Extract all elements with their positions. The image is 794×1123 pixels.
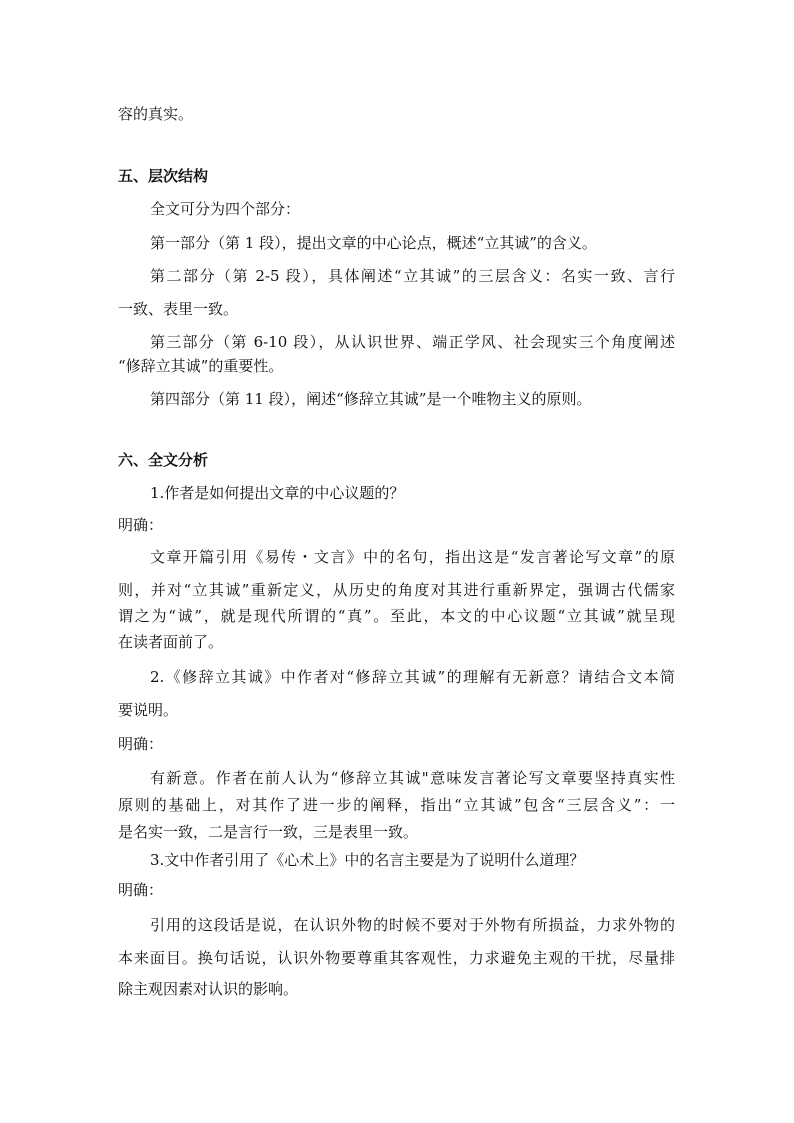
answer-1-line-2: 则，并对“立其诚”重新定义，从历史的角度对其进行重新界定，强调古代儒家 <box>118 581 675 599</box>
answer-2-line-3: 是名实一致，二是言行一致，三是表里一致。 <box>118 823 419 841</box>
structure-part-2-line-2: 一致、表里一致。 <box>118 300 239 318</box>
section-heading-structure: 五、层次结构 <box>118 167 209 185</box>
paragraph-continuation: 容的真实。 <box>118 105 194 123</box>
question-2-line-1: 2.《修辞立其诚》中作者对“修辞立其诚”的理解有无新意？请结合文本简 <box>150 668 675 686</box>
answer-1-line-4: 在读者面前了。 <box>118 633 224 651</box>
question-1: 1.作者是如何提出文章的中心议题的？ <box>150 484 405 502</box>
answer-2-line-1: 有新意。作者在前人认为“修辞立其诚"意味发言著论写文章要坚持真实性 <box>150 769 675 787</box>
answer-2-line-2: 原则的基础上，对其作了进一步的阐释，指出“立其诚”包含“三层含义”：一 <box>118 796 675 814</box>
structure-part-3-line-1: 第三部分（第 6-10 段），从认识世界、端正学风、社会现实三个角度阐述 <box>150 333 675 351</box>
section-heading-analysis: 六、全文分析 <box>118 451 209 469</box>
answer-1-line-3: 谓之为“诚”，就是现代所谓的“真”。至此，本文的中心议题“立其诚”就呈现 <box>118 607 675 625</box>
answer-label-2: 明确： <box>118 735 164 753</box>
structure-part-3-line-2: “修辞立其诚”的重要性。 <box>118 357 284 375</box>
answer-3-line-1: 引用的这段话是说，在认识外物的时候不要对于外物有所损益，力求外物的 <box>150 916 675 934</box>
question-3: 3.文中作者引用了《心术上》中的名言主要是为了说明什么道理？ <box>150 851 585 869</box>
answer-label-1: 明确： <box>118 516 164 534</box>
answer-3-line-3: 除主观因素对认识的影响。 <box>118 980 299 998</box>
question-2-line-2: 要说明。 <box>118 701 179 719</box>
structure-part-2-line-1: 第二部分（第 2-5 段），具体阐述“立其诚”的三层含义：名实一致、言行 <box>150 267 675 285</box>
answer-3-line-2: 本来面目。换句话说，认识外物要尊重其客观性，力求避免主观的干扰，尽量排 <box>118 949 675 967</box>
answer-label-3: 明确： <box>118 881 164 899</box>
structure-intro: 全文可分为四个部分： <box>150 200 301 218</box>
structure-part-1: 第一部分（第 1 段），提出文章的中心论点，概述“立其诚”的含义。 <box>150 234 597 252</box>
answer-1-line-1: 文章开篇引用《易传・文言》中的名句，指出这是“发言著论写文章”的原 <box>150 548 675 566</box>
structure-part-4: 第四部分（第 11 段），阐述“修辞立其诚”是一个唯物主义的原则。 <box>150 390 592 408</box>
